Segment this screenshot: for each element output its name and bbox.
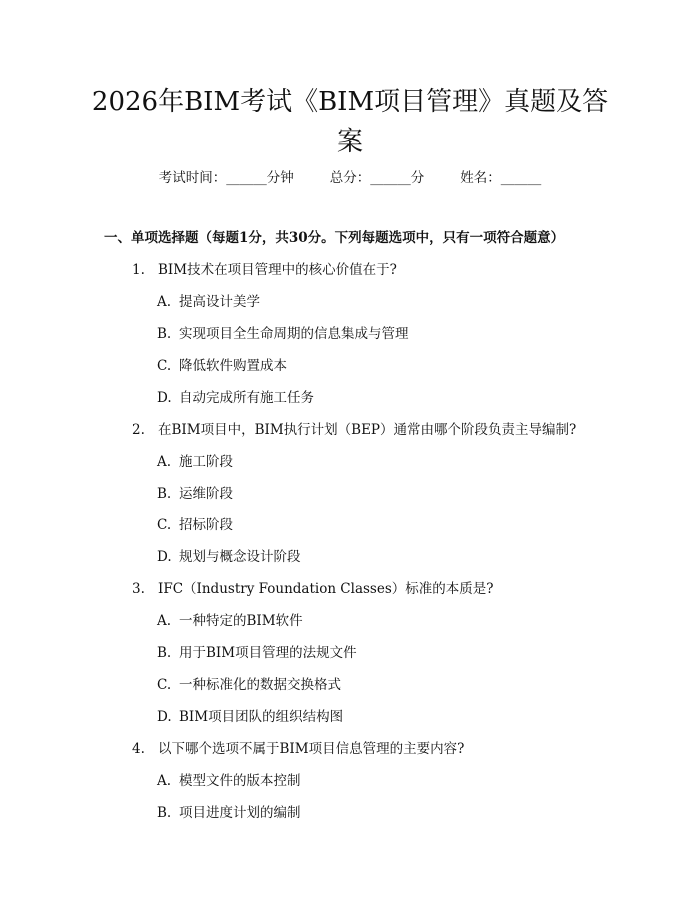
question-3-option-c (157, 675, 341, 695)
question-2-option-d (157, 547, 301, 567)
option-label: B. (157, 326, 172, 342)
page-title: 2026年BIM考试《BIM项目管理》真题及答案 (91, 87, 609, 157)
option-text: 项目进度计划的编制 (179, 805, 301, 821)
option-text: 模型文件的版本控制 (179, 773, 301, 789)
question-2-option-c (157, 515, 233, 535)
question-1-option-d (157, 388, 314, 408)
exam-info-line (0, 168, 700, 188)
question-1-option-a (157, 292, 260, 312)
question-2 (132, 420, 576, 440)
question-4-option-a (157, 771, 301, 791)
option-label: D. (157, 390, 172, 406)
total-score-label: 总分：______分 (329, 170, 425, 186)
question-4 (132, 739, 464, 759)
option-label: A. (157, 294, 172, 310)
option-text: 施工阶段 (179, 454, 233, 470)
question-number: 4. (132, 741, 145, 757)
question-text: BIM技术在项目管理中的核心价值在于? (158, 262, 397, 278)
option-label: A. (157, 773, 172, 789)
question-number: 2. (132, 422, 145, 438)
name-label: 姓名：______ (460, 170, 542, 186)
question-2-option-b (157, 484, 233, 504)
option-text: 运维阶段 (179, 486, 233, 502)
option-text: 实现项目全生命周期的信息集成与管理 (179, 326, 409, 342)
question-number: 1. (132, 262, 145, 278)
option-text: 用于BIM项目管理的法规文件 (179, 645, 357, 661)
option-label: A. (157, 454, 172, 470)
section-heading: 一、单项选择题（每题1分，共30分。下列每题选项中，只有一项符合题意） (104, 230, 565, 246)
question-1-option-c (157, 356, 287, 376)
question-1 (132, 260, 397, 280)
option-label: C. (157, 358, 172, 374)
option-label: C. (157, 677, 172, 693)
exam-time-label: 考试时间：______分钟 (158, 170, 294, 186)
option-label: D. (157, 549, 172, 565)
option-label: D. (157, 709, 172, 725)
option-text: 自动完成所有施工任务 (179, 390, 314, 406)
option-text: 一种标准化的数据交换格式 (179, 677, 341, 693)
question-4-option-b (157, 803, 301, 823)
option-text: 招标阶段 (179, 517, 233, 533)
option-text: 一种特定的BIM软件 (179, 613, 303, 629)
question-number: 3. (132, 581, 145, 597)
option-text: 降低软件购置成本 (179, 358, 287, 374)
question-text: 在BIM项目中，BIM执行计划（BEP）通常由哪个阶段负责主导编制? (158, 422, 577, 438)
option-text: 规划与概念设计阶段 (179, 549, 301, 565)
option-label: B. (157, 645, 172, 661)
question-3 (132, 579, 494, 599)
option-label: C. (157, 517, 172, 533)
question-3-option-b (157, 643, 357, 663)
question-3-option-a (157, 611, 303, 631)
option-label: B. (157, 805, 172, 821)
question-text: IFC（Industry Foundation Classes）标准的本质是? (158, 581, 494, 597)
question-1-option-b (157, 324, 409, 344)
question-3-option-d (157, 707, 343, 727)
question-2-option-a (157, 452, 233, 472)
option-text: BIM项目团队的组织结构图 (179, 709, 344, 725)
option-text: 提高设计美学 (179, 294, 260, 310)
question-text: 以下哪个选项不属于BIM项目信息管理的主要内容? (158, 741, 465, 757)
option-label: A. (157, 613, 172, 629)
option-label: B. (157, 486, 172, 502)
